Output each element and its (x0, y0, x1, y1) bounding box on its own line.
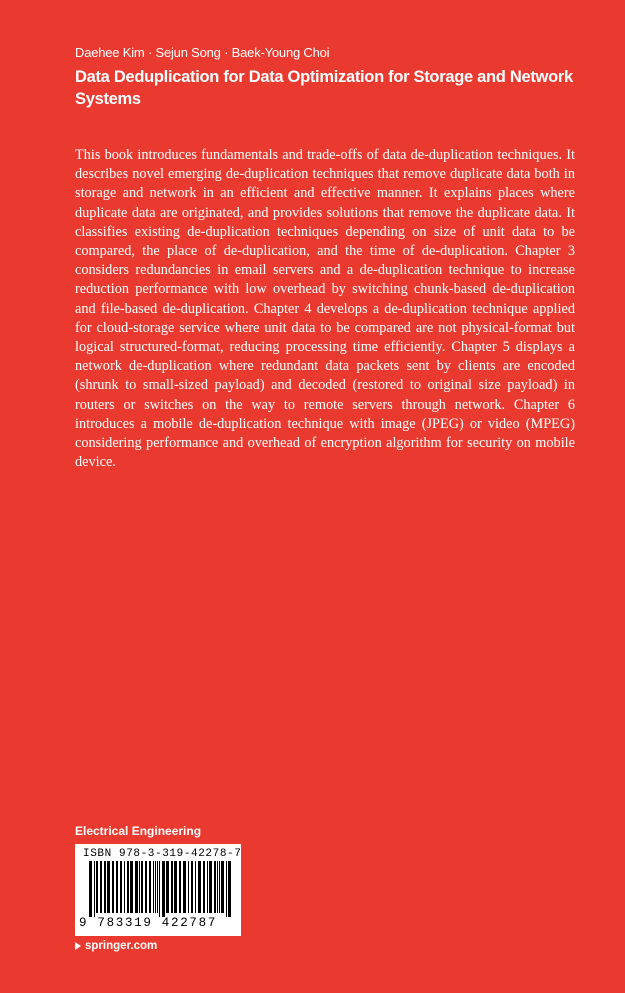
barcode-bar (203, 861, 205, 913)
barcode-bar (96, 861, 98, 913)
barcode-bar (141, 861, 143, 913)
book-description: This book introduces fundamentals and trade-offs of data de-duplication techniques. It describes novel emerging de-duplication techniques that remove duplicate data both in storage and network in an efficient and effective manner. It explains places where duplicate data are originated, and provides solutions that remove the duplicate data. It classifies existing de-duplication techniques depending on size of unit data to be compared, the place of de-duplication, and the time of de-duplication. Chapter 3 considers redundancies in email servers and a de-duplication technique to increase reduction performance with low overhead by switching chunk-based de-duplication and file-based de-duplication. Chapter 4 develops a de-duplication technique applied for cloud-storage service where unit data to be compared are not physical-format but logical structured-format, reducing processing time efficiently. Chapter 5 displays a network de-duplication where redundant data packets sent by clients are encoded (shrunk to small-sized payload) and decoded (restored to original size payload) in routers or switches on the way to remote servers through network. Chapter 6 introduces a mobile de-duplication technique with image (JPEG) or video (MPEG) considering performance and overhead of encryption algorithm for security on mobile device. (75, 147, 575, 471)
barcode-bars (75, 861, 241, 917)
barcode-bar (112, 861, 114, 913)
barcode-bar (214, 861, 216, 913)
barcode-bar (116, 861, 118, 913)
arrow-right-icon (75, 942, 81, 950)
barcode-bar (166, 861, 169, 913)
barcode-bar (174, 861, 177, 913)
barcode-bar (226, 861, 227, 917)
barcode-bar (171, 861, 173, 913)
barcode-bar (207, 861, 208, 913)
barcode-bar (124, 861, 125, 913)
isbn-label: ISBN 978-3-319-42278-7 (83, 848, 242, 860)
barcode-bar (100, 861, 102, 913)
authors: Daehee Kim · Sejun Song · Baek-Young Choi (75, 45, 330, 60)
barcode-digits: 9 783319 422787 (79, 916, 218, 930)
barcode-bar (130, 861, 133, 913)
publisher-link[interactable] (75, 940, 157, 952)
barcode-bar (228, 861, 231, 917)
barcode-bar (120, 861, 122, 913)
barcode-bar (94, 861, 95, 917)
barcode-bar (89, 861, 92, 917)
subject-category: Electrical Engineering (75, 824, 202, 838)
barcode-bar (107, 861, 110, 913)
book-title: Data Deduplication for Data Optimization for Storage and Network Systems (75, 68, 573, 108)
barcode-bar (191, 861, 193, 913)
barcode-bar (162, 861, 165, 917)
barcode-bar (149, 861, 151, 913)
isbn-barcode (75, 844, 241, 936)
barcode-bar (153, 861, 154, 913)
barcode-bar (188, 861, 189, 913)
barcode-bar (159, 861, 160, 917)
barcode-bar (209, 861, 212, 913)
barcode-bar (127, 861, 129, 913)
barcode-bar (221, 861, 224, 913)
barcode-bar (139, 861, 140, 913)
barcode-bar (145, 861, 147, 913)
barcode-bar (157, 861, 158, 913)
barcode-bar (198, 861, 201, 913)
barcode-bar (135, 861, 138, 913)
publisher-url: springer.com (85, 940, 158, 952)
barcode-bar (183, 861, 186, 913)
barcode-bar (179, 861, 181, 913)
barcode-bar (195, 861, 196, 913)
barcode-bar (104, 861, 106, 913)
barcode-bar (155, 861, 156, 913)
barcode-bar (217, 861, 218, 913)
barcode-bar (219, 861, 220, 913)
